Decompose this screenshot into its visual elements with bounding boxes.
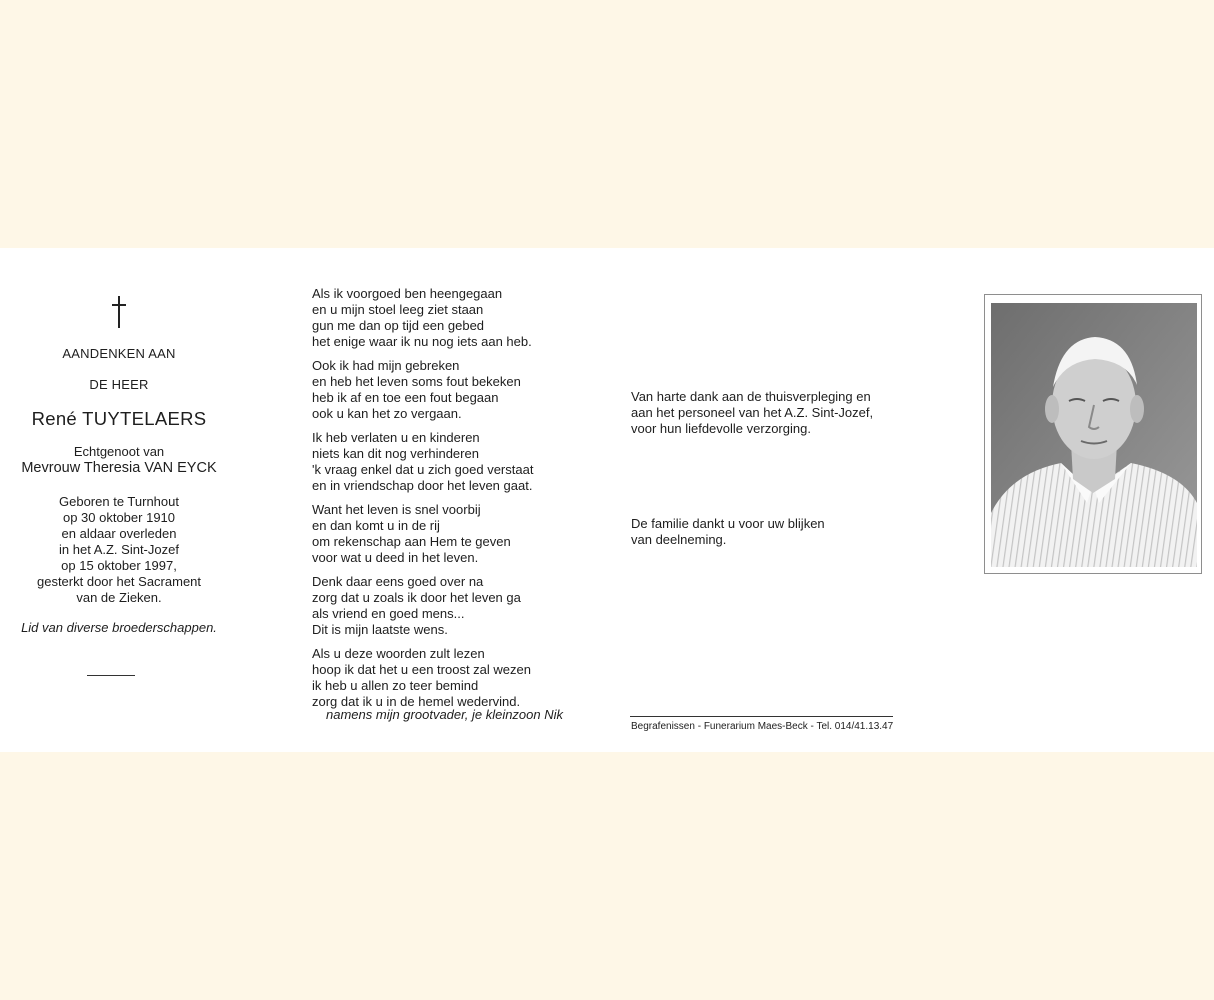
poem-line: Ook ik had mijn gebreken — [312, 358, 460, 373]
poem-stanza — [312, 574, 612, 638]
bio-line: Geboren te Turnhout — [59, 494, 179, 509]
deceased-name: René TUYTELAERS — [31, 408, 207, 429]
poem-line: zorg dat u zoals ik door het leven ga — [312, 590, 521, 605]
divider — [87, 675, 135, 676]
poem-stanza — [312, 286, 612, 350]
poem-line: heb ik af en toe een fout begaan — [312, 390, 499, 405]
poem-line: en u mijn stoel leeg ziet staan — [312, 302, 484, 317]
poem-signature: namens mijn grootvader, je kleinzoon Nik — [326, 707, 564, 722]
bio-line: in het A.Z. Sint-Jozef — [59, 542, 179, 557]
poem-line: Dit is mijn laatste wens. — [312, 622, 448, 637]
bio-line: en aldaar overleden — [61, 526, 177, 541]
bio-text — [8, 494, 230, 606]
poem-line: voor wat u deed in het leven. — [312, 550, 479, 565]
poem-line: ook u kan het zo vergaan. — [312, 406, 462, 421]
poem-line: niets kan dit nog verhinderen — [312, 446, 479, 461]
poem-line: en heb het leven soms fout bekeken — [312, 374, 521, 389]
spouse-label: Echtgenoot van — [73, 444, 165, 459]
portrait-photo — [991, 303, 1197, 567]
portrait-image — [991, 303, 1197, 567]
poem-line: Denk daar eens goed over na — [312, 574, 484, 589]
poem-line: het enige waar ik nu nog iets aan heb. — [312, 334, 532, 349]
bio-line: van de Zieken. — [76, 590, 162, 605]
heading-remembrance: AANDENKEN AAN — [62, 346, 176, 361]
membership-note: Lid van diverse broederschappen. — [21, 620, 217, 635]
thanks-line: aan het personeel van het A.Z. Sint-Jozef, — [631, 405, 874, 420]
thanks-line: Van harte dank aan de thuisverpleging en — [631, 389, 871, 404]
poem-line: hoop ik dat het u een troost zal wezen — [312, 662, 531, 677]
poem-line: en in vriendschap door het leven gaat. — [312, 478, 533, 493]
poem-line: en dan komt u in de rij — [312, 518, 440, 533]
undertaker-info: Begrafenissen - Funerarium Maes-Beck - Tel. 014/41.13.47 — [631, 721, 894, 732]
poem — [312, 286, 612, 718]
thanks-line: voor hun liefdevolle verzorging. — [631, 421, 811, 436]
poem-stanza — [312, 358, 612, 422]
poem-line: Ik heb verlaten u en kinderen — [312, 430, 480, 445]
poem-line: om rekenschap aan Hem te geven — [312, 534, 511, 549]
family-line: van deelneming. — [631, 532, 727, 547]
spouse-name: Mevrouw Theresia VAN EYCK — [21, 460, 217, 476]
bio-line: op 30 oktober 1910 — [62, 510, 176, 525]
poem-stanza — [312, 646, 612, 710]
poem-stanza — [312, 502, 612, 566]
cross-icon — [110, 296, 128, 328]
poem-line: 'k vraag enkel dat u zich goed verstaat — [312, 462, 534, 477]
family-line: De familie dankt u voor uw blijken — [631, 516, 825, 531]
footer-rule — [630, 716, 893, 717]
poem-line: als vriend en goed mens... — [312, 606, 465, 621]
poem-line: Als u deze woorden zult lezen — [312, 646, 485, 661]
poem-stanza — [312, 430, 612, 494]
memorial-card — [0, 248, 1214, 752]
poem-line: ik heb u allen zo teer bemind — [312, 678, 479, 693]
poem-line: Als ik voorgoed ben heengegaan — [312, 286, 503, 301]
heading-gentleman: DE HEER — [89, 377, 149, 392]
portrait-frame — [984, 294, 1202, 574]
poem-line: Want het leven is snel voorbij — [312, 502, 481, 517]
bio-line: gesterkt door het Sacrament — [36, 574, 202, 589]
bio-line: op 15 oktober 1997, — [61, 558, 177, 573]
poem-line: zorg dat ik u in de hemel wedervind. — [312, 694, 521, 709]
thanks-text — [631, 389, 931, 437]
poem-line: gun me dan op tijd een gebed — [312, 318, 485, 333]
family-thanks — [631, 516, 931, 548]
